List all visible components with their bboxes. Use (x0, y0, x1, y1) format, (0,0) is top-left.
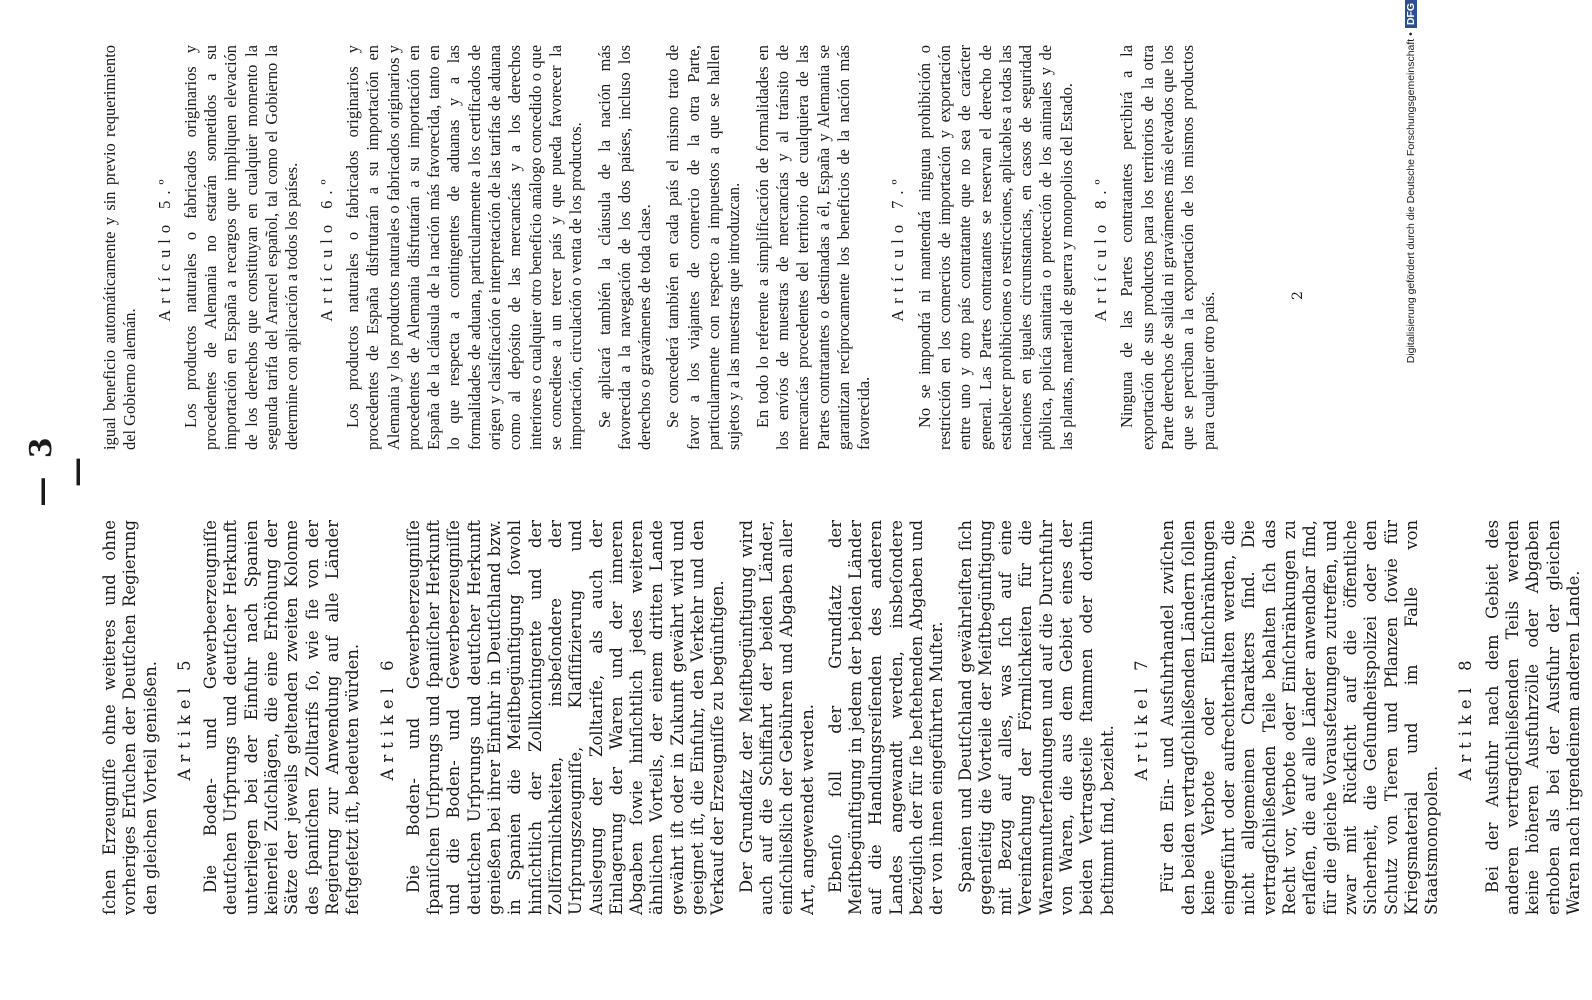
spanish-column (100, 45, 1227, 450)
spanish-art5-text: Los productos naturales o fabricados originarios y procedentes de Alemania no estarán sometidos a su importación en España a recargos que impliquen elevación de los derechos que constituyan en cualquier momento la segunda tarifa del Arancel español, tal como el Gobierno la determine con aplicación a todos los países. (180, 45, 302, 450)
german-art6-text: Die Boden- und Gewerbeerzeugniſſe ſpaniſchen Urſprungs und ſpaniſcher Herkunft und die Boden- und Gewerbeerzeugniſſe deutſchen Urſprungs und deutſcher Herkunft genießen bei ihrer Einfuhr in Deutſchland bzw. in Spanien die Meiſtbegünſtigung ſowohl hinſichtlich der Zollkontingente und der Zollförmlichkeiten, insbeſondere der Urſprungszeugniſſe, Klaſſifizierung und Auslegung der Zolltarife, als auch der Einlagerung der Waren und der inneren Abgaben ſowie hinſichtlich jedes weiteren ähnlichen Vorteils, der einem dritten Lande gewährt iſt oder in Zukunft gewährt wird und geeignet iſt, die Einfuhr, den Verkehr und den Verkauf der Erzeugniſſe zu begünſtigen. (403, 520, 728, 915)
spanish-art6-p4: En todo lo referente a simplificación de formalidades en los envíos de muestras de mercancías y al tránsito de mercancías procedentes del territorio de cualquiera de las Partes contratantes o destinadas a él, España y Alemania se garantizan recíprocamente los beneficios de la nación más favorecida. (752, 45, 874, 450)
german-art6-p4: Spanien und Deutſchland gewährleiſten ſich gegenſeitig die Vorteile der Meiſtbegünſtigung mit Bezug auf alles, was ſich auf eine Vereinfachung der Förmlichkeiten für die Warenmuſterſendungen und auf die Durchfuhr von Waren, die aus dem Gebiet eines der beiden Vertragsteile ſtammen oder dorthin beſtimmt ſind, bezieht. (955, 520, 1117, 915)
spanish-art7-title: Artículo 7.º (888, 173, 908, 322)
german-art8-text: Bei der Ausfuhr nach dem Gebiet des anderen vertragſchließenden Teils werden keine höheren Ausfuhrzölle oder Abgaben erhoben als bei der Ausfuhr der gleichen Waren nach irgendeinem anderen Lande. (1482, 520, 1583, 915)
spanish-art6-text: Los productos naturales o fabricados originarios y procedentes de España disfrutarán a su importación en Alemania y los productos naturales o fabricados originarios y procedentes de Alemania disfrutarán a su importación en España de la cláusula de la nación más favorecida, tanto en lo que respecta a contingentes de aduanas y a las formalidades de aduana, particularmente a los certificados de origen y clasificación e interpretación de las tarifas de aduana como al depósito de las mercancías y a los derechos interiores o cualquier otro beneficio análogo concedido o que se concediese a un tercer país y que pueda favorecer la importación, circulación o venta de los productos. (342, 45, 586, 450)
german-intro: ſchen Erzeugniſſe ohne weiteres und ohne vorheriges Erſuchen der Deutſchen Regierung den gleichen Vorteil genießen. (100, 520, 160, 915)
digitization-note (1405, 0, 1417, 1000)
spanish-intro: igual beneficio automáticamente y sin previo requerimiento del Gobierno alemán. (100, 45, 140, 450)
german-column (100, 520, 1592, 915)
spanish-art8-title: Artículo 8.º (1091, 173, 1111, 322)
digitization-text: Digitalisierung gefördert durch die Deutsche Forschungsgemeinschaft • (1405, 32, 1417, 364)
spanish-art6-title: Artículo 6.º (316, 173, 336, 322)
spanish-art7-text: No se impondrá ni mantendrá ninguna prohibición o restricción en los comercios de importación y exportación entre uno y otro país contratante que no sea de carácter general. Las Partes contratantes se reservan el derecho de establecer prohibiciones o restricciones, aplicables a todas las naciones en iguales circunstancias, en casos de seguridad pública, policía sanitaria o protección de los animales y de las plantas, material de guerra y monopolios del Estado. (914, 45, 1076, 450)
spanish-art5-title: Artículo 5.º (154, 173, 174, 322)
german-art5-title: Artikel 5 (174, 654, 194, 781)
german-art8-title: Artikel 8 (1456, 654, 1476, 781)
page-header: — 3 — (24, 433, 94, 507)
dfg-logo: DFG (1405, 0, 1417, 28)
spanish-art8-text: Ninguna de las Partes contratantes percibirá a la exportación de sus productos para los territorios de la otra Parte derechos de salida ni gravámenes más elevados que los que se perciban a la exportación de los mismos productos para cualquier otro país. (1117, 45, 1218, 450)
spanish-art6-p3: Se concederá también en cada país el mismo trato de favor a los viajantes de comercio de la otra Parte, particularmente con respecto a impuestos a que se hallen sujetos y a las muestras que introduzcan. (663, 45, 744, 450)
page-number: 2 (1290, 291, 1306, 300)
german-art6-p3: Ebenſo ſoll der Grundſatz der Meiſtbegünſtigung in jedem der beiden Länder auf die Handlungsreiſenden des anderen Landes angewandt werden, insbeſondere bezüglich der für ſie beſtehenden Abgaben und der von ihnen eingeführten Muſter. (825, 520, 947, 915)
german-art5-text: Die Boden- und Gewerbeerzeugniſſe deutſchen Urſprungs und deutſcher Herkunft unterliegen bei der Einfuhr nach Spanien keinerlei Zuſchlägen, die eine Erhöhung der Sätze der jeweils geltenden zweiten Kolonne des ſpaniſchen Zolltarifs ſo, wie ſie von der Regierung zur Anwendung auf alle Länder feſtgeſetzt iſt, bedeuten würden. (201, 520, 363, 915)
german-art7-title: Artikel 7 (1131, 654, 1151, 781)
spanish-art6-p2: Se aplicará también la cláusula de la nación más favorecida a la navegación de los dos países, incluso los derechos o gravámenes de toda clase. (594, 45, 655, 450)
german-art6-p2: Der Grundſatz der Meiſtbegünſtigung wird auch auf die Schiffahrt der beiden Länder, einſchließlich der Gebühren und Abgaben aller Art, angewendet werden. (736, 520, 817, 915)
german-art6-title: Artikel 6 (377, 654, 397, 781)
german-art7-text: Für den Ein- und Ausfuhrhandel zwiſchen den beiden vertragſchließenden Ländern ſollen keine Verbote oder Einſchränkungen eingeführt oder aufrechterhalten werden, die nicht allgemeinen Charakters ſind. Die vertragſchließenden Teile behalten ſich das Recht vor, Verbote oder Einſchränkungen zu erlaſſen, die auf alle Länder anwendbar ſind, für die gleiche Vorausſetzungen zutreffen, und zwar mit Rückſicht auf die öffentliche Sicherheit, die Geſundheitspolizei oder den Schutz von Tieren und Pflanzen ſowie für Kriegsmaterial und im Falle von Staatsmonopolen. (1158, 520, 1442, 915)
